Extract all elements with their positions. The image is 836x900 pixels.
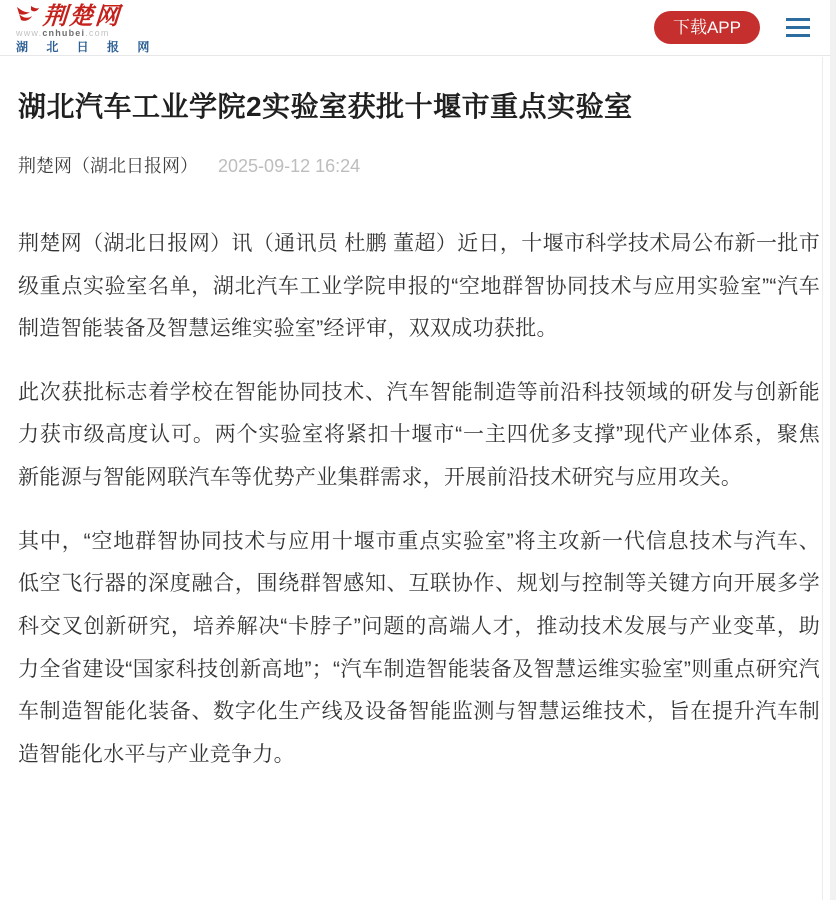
article-paragraph: 其中，“空地群智协同技术与应用十堰市重点实验室”将主攻新一代信息技术与汽车、低空飞行器的深度融合，围绕群智感知、互联协作、规划与控制等关键方向开展多学科交叉创新研究，培养解决“卡脖子”问题的高端人才，推动技术发展与产业变革，助力全省建设“国家科技创新高地”；“汽车制造智能装备及智慧运维实验室”则重点研究汽车制造智能化装备、数字化生产线及设备智能监测与智慧运维技术，旨在提升汽车制造智能化水平与产业竞争力。 bbox=[18, 529, 820, 766]
article-paragraph: 此次获批标志着学校在智能协同技术、汽车智能制造等前沿科技领域的研发与创新能力获市级高度认可。两个实验室将紧扣十堰市“一主四优多支撑”现代产业体系，聚焦新能源与智能网联汽车等优势产业集群需求，开展前沿技术研究与应用攻关。 bbox=[18, 380, 820, 490]
download-app-button[interactable]: 下载APP bbox=[654, 11, 760, 44]
article-date: 2025-09-12 16:24 bbox=[218, 156, 361, 177]
content-right-border bbox=[822, 57, 823, 900]
site-header bbox=[0, 0, 836, 56]
article-title: 湖北汽车工业学院2实验室获批十堰市重点实验室 bbox=[18, 91, 633, 122]
article-container bbox=[0, 56, 836, 816]
logo-site-name: 荆楚网 bbox=[42, 1, 123, 30]
scrollbar-track[interactable] bbox=[830, 0, 836, 900]
logo-url: www.cnhubei.com bbox=[16, 28, 110, 38]
article-body bbox=[18, 223, 820, 777]
article-meta bbox=[18, 156, 820, 178]
logo-swoosh-icon bbox=[16, 4, 40, 28]
article-source: 荆楚网（湖北日报网） bbox=[18, 156, 198, 177]
site-logo[interactable] bbox=[16, 2, 157, 53]
hamburger-menu-icon[interactable] bbox=[784, 16, 812, 39]
article-paragraph: 荆楚网（湖北日报网）讯（通讯员 杜鹏 董超）近日，十堰市科学技术局公布新一批市级重点实验室名单，湖北汽车工业学院申报的“空地群智协同技术与应用实验室”“汽车制造智能装备及智慧运维实验室”经评审，双双成功获批。 bbox=[18, 231, 820, 341]
header-actions bbox=[654, 11, 812, 44]
logo-subtitle: 湖 北 日 报 网 bbox=[16, 40, 157, 54]
